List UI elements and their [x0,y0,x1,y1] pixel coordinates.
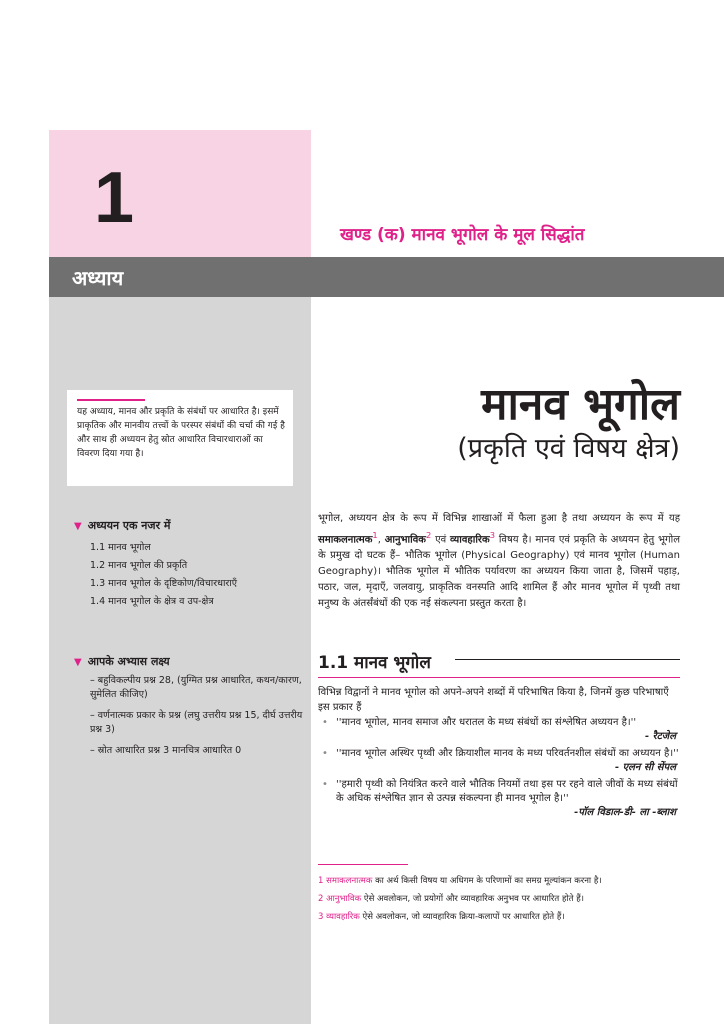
chapter-number-panel [49,130,311,257]
glance-item: 1.2 मानव भूगोल की प्रकृति [90,560,188,571]
paragraph-text: विषय है। मानव एवं प्रकृति के अध्ययन हेतु भूगोल के प्रमुख दो घटक हैं– भौतिक भूगोल (Physical Geography) एवं मानव भूगोल (Human Geography)। भौतिक भूगोल में भौतिक पर्यावरण का अध्ययन किया जाता है, जिसमें पहाड़, पठार, जल, मृदाएँ, जलवायु, प्राकृतिक वनस्पति आदि शामिल हैं और मानव भूगोल में पृथ्वी तथा मनुष्य के अंतर्संबंधों की एक नई संकल्पना प्रस्तुत करता है। [318,534,681,610]
definition-item [322,747,682,775]
footnote-text: ऐसे अवलोकन, जो प्रयोगों और व्यावहारिक अनुभव पर आधारित होते हैं। [361,894,584,904]
intro-text: यह अध्याय, मानव और प्रकृति के संबंधों पर आधारित है। इसमें प्राकृतिक और मानवीय तत्त्वों के परस्पर संबंधों की चर्चा की गई है और साथ ही अध्ययन हेतु स्रोत आधारित विचारधाराओं का विवरण दिया गया है। [77,407,285,459]
footnote-term: समाकलनात्मक [326,876,373,886]
bullet-icon: • [322,748,328,759]
intro-accent-rule [77,399,145,401]
footnote [318,890,688,908]
separator: , [377,534,385,546]
goal-item: – बहुविकल्पीय प्रश्न 28, (युग्मित प्रश्न आधारित, कथन/कारण, सुमेलित कीजिए) [90,675,302,700]
intro-paragraph [318,511,680,612]
term-empirical: आनुभाविक [384,534,426,546]
goals-list [90,674,310,765]
definition-author: - एलन सी सेंपल [614,762,676,773]
footnote-ref: 3 [489,530,495,540]
definition-item [322,716,682,744]
glance-list [90,539,237,611]
footnote-number: 1 [318,876,324,886]
chapter-band [49,257,724,297]
goal-item: – वर्णनात्मक प्रकार के प्रश्न (लघु उत्तरीय प्रश्न 15, दीर्घ उत्तरीय प्रश्न 3) [90,710,303,735]
glance-item: 1.4 मानव भूगोल के क्षेत्र व उप-क्षेत्र [90,596,214,607]
definitions-intro: विभिन्न विद्वानों ने मानव भूगोल को अपने-अपने शब्दों में परिभाषित किया है, जिनमें कुछ परिभाषाएँ इस प्रकार हैं [318,687,669,713]
footnote-term: व्यावहारिक [326,912,360,922]
term-integrative: समाकलनात्मक [318,534,373,546]
goals-heading [74,654,170,669]
footnote-term: आनुभाविक [326,894,362,904]
definition-item [322,778,682,820]
chapter-title: मानव भूगोल [481,379,680,430]
footnote-number: 3 [318,912,324,922]
section-rule [455,659,680,660]
glance-heading [74,518,170,533]
definition-author: - रैटजेल [645,731,676,742]
footnote-number: 2 [318,894,324,904]
goal-item: – स्रोत आधारित प्रश्न 3 मानचित्र आधारित 0 [90,745,242,756]
glance-item: 1.1 मानव भूगोल [90,542,151,553]
footnote [318,872,688,890]
footnotes [318,872,688,926]
chapter-number: 1 [94,158,135,238]
definitions-list [322,716,682,823]
definition-author: -पॉल विडाल-डी- ला -ब्लाश [574,807,676,818]
goals-title: आपके अभ्यास लक्ष्य [87,655,170,668]
separator: एवं [431,534,451,546]
definition-text: ''हमारी पृथ्वी को नियंत्रित करने वाले भौतिक नियमों तथा इस पर रहने वाले जीवों के मध्य संबंधों के अधिक संश्लेषित ज्ञान से उत्पन्न संकल्पना ही मानव भूगोल है।'' [336,779,678,804]
bullet-icon: • [322,779,328,790]
triangle-bullet-icon: ▼ [74,657,82,668]
paragraph-text: भूगोल, अध्ययन क्षेत्र के रूप में विभिन्न शाखाओं में फैला हुआ है तथा अध्ययन के रूप में यह [318,513,680,524]
section-title: 1.1 मानव भूगोल [318,653,431,673]
footnote-ref: 2 [425,530,432,540]
glance-item: 1.3 मानव भूगोल के दृष्टिकोण/विचारधाराएँ [90,578,238,589]
glance-title: अध्ययन एक नजर में [87,519,171,532]
footnote-text: का अर्थ किसी विषय या अधिगम के परिणामों का समग्र मूल्यांकन करना है। [372,876,602,886]
footnote-ref: 1 [372,530,378,540]
definition-text: ''मानव भूगोल, मानव समाज और धरातल के मध्य संबंधों का संश्लेषित अध्ययन है।'' [336,717,637,728]
footnote-rule [318,864,408,865]
bullet-icon: • [322,717,328,728]
footnote [318,908,688,926]
chapter-subtitle: (प्रकृति एवं विषय क्षेत्र) [457,433,680,464]
triangle-bullet-icon: ▼ [74,521,82,532]
section-accent-rule [318,677,680,678]
chapter-band-label: अध्याय [72,266,124,290]
definition-text: ''मानव भूगोल अस्थिर पृथ्वी और क्रियाशील मानव के मध्य परिवर्तनशील संबंधों का अध्ययन है।'' [336,748,679,759]
term-practical: व्यावहारिक [450,534,490,546]
section-heading: खण्ड (क) मानव भूगोल के मूल सिद्धांत [340,225,585,245]
footnote-text: ऐसे अवलोकन, जो व्यावहारिक क्रिया-कलापों पर आधारित होते हैं। [359,912,565,922]
